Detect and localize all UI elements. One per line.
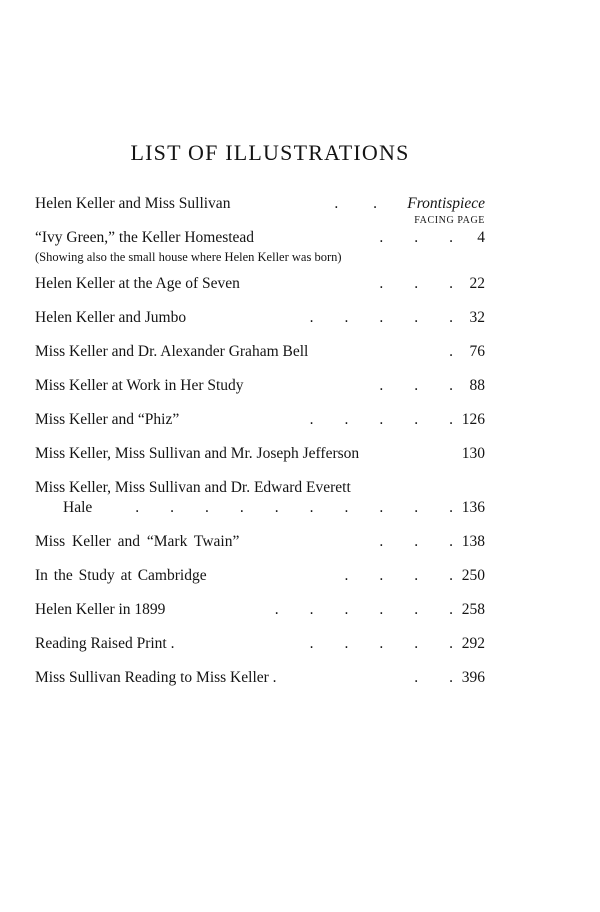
leader-dots: . . . . . [309, 635, 453, 652]
entry-title-text: Reading Raised Print [35, 635, 167, 652]
entry-title: Helen Keller in 1899 [35, 601, 166, 618]
entry-title: “Ivy Green,” the Keller Homestead [35, 229, 255, 246]
entry-note: (Showing also the small house where Helen Keller was born) [35, 250, 342, 264]
entry-title: Reading Raised Print . [35, 635, 175, 652]
entry-page: 138 [461, 533, 485, 550]
list-item [35, 668, 485, 688]
list-item [35, 532, 485, 552]
leader-dots: . . . . . . . . . . [135, 499, 453, 516]
entry-title: Miss Keller at Work in Her Study [35, 377, 244, 394]
entry-page: 32 [469, 309, 485, 326]
entry-title: Miss Keller and Dr. Alexander Graham Bell [35, 343, 309, 360]
page-title: LIST OF ILLUSTRATIONS [130, 140, 410, 165]
entry-page: 22 [469, 275, 485, 292]
frontispiece-row [35, 194, 485, 214]
entry-title: Miss Keller, Miss Sullivan and Dr. Edward Everett [35, 479, 351, 496]
list-item [35, 376, 485, 396]
list-item [35, 342, 485, 362]
leader-dots: . . . . . . [274, 601, 453, 618]
list-item [35, 566, 485, 586]
entry-title: In the Study at Cambridge [35, 567, 207, 584]
leader-dots: . . . . . [309, 309, 453, 326]
list-item [35, 308, 485, 328]
list-item [35, 410, 485, 430]
entry-page: 396 [461, 669, 485, 686]
leader-dots: . . [414, 669, 453, 686]
list-item [35, 478, 485, 498]
entry-page: 258 [461, 601, 485, 618]
leader-dots: . . . [379, 377, 453, 394]
entry-title: Helen Keller and Miss Sullivan [35, 195, 231, 212]
entry-page: 76 [469, 343, 485, 360]
entry-page: 250 [461, 567, 485, 584]
leader-dots: . . . [379, 275, 453, 292]
leader-dots: . [449, 343, 453, 360]
list-item [35, 634, 485, 654]
list-item [35, 228, 485, 248]
leader-dots: . . . [379, 229, 453, 246]
entry-page: 136 [461, 499, 485, 516]
entry-page: 4 [477, 229, 485, 246]
leader-dots: . . . [379, 533, 453, 550]
entry-title: Miss Keller and “Phiz” [35, 411, 180, 428]
leader-dots: . . [334, 195, 377, 212]
entry-title-text: Miss Sullivan Reading to Miss Keller [35, 669, 269, 686]
leader-dots: . . . . . [309, 411, 453, 428]
entry-title: Miss Keller and “Mark Twain” [35, 533, 240, 550]
facing-page-label: FACING PAGE [414, 215, 485, 226]
leader-dots: . . . . [344, 567, 453, 584]
list-item [35, 600, 485, 620]
entry-title: Helen Keller at the Age of Seven [35, 275, 240, 292]
entry-page: 88 [469, 377, 485, 394]
entry-page: 126 [461, 411, 485, 428]
list-item [35, 274, 485, 294]
frontispiece-label: Frontispiece [407, 195, 485, 212]
illustration-list [35, 194, 485, 688]
entry-title: Miss Keller, Miss Sullivan and Mr. Joseph Jefferson [35, 445, 360, 462]
entry-page: 292 [461, 635, 485, 652]
entry-page: 130 [461, 445, 485, 462]
entry-title: Helen Keller and Jumbo [35, 309, 187, 326]
entry-title-continued: Hale [63, 499, 93, 516]
list-item [35, 444, 485, 464]
entry-title: Miss Sullivan Reading to Miss Keller . [35, 669, 277, 686]
list-item-continuation [35, 498, 485, 518]
